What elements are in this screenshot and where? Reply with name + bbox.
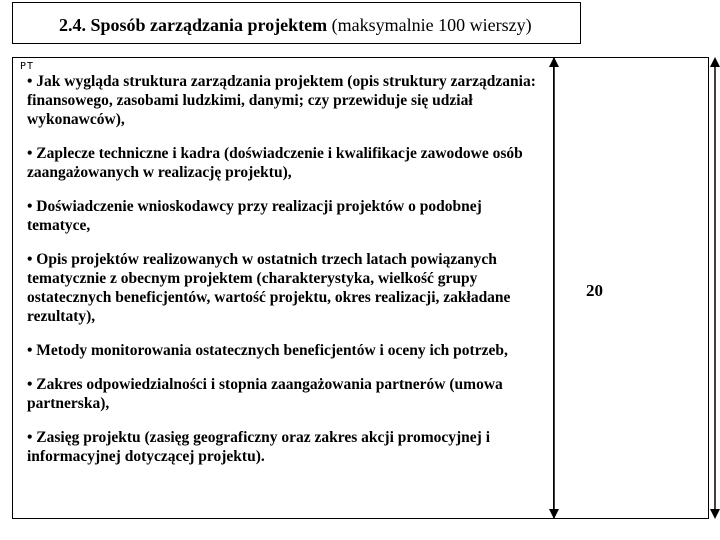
section-title-bold: 2.4. Sposób zarządzania projektem (59, 15, 328, 35)
pt-label: PT (20, 61, 35, 72)
list-item: • Zakres odpowiedzialności i stopnia zaangażowania partnerów (umowa partnerska), (27, 376, 503, 412)
section-title (59, 15, 532, 36)
vertical-double-arrow-icon (710, 57, 720, 519)
list-item: • Zasięg projektu (zasięg geograficzny oraz zakres akcji promocyjnej i informacyjnej dotyczącej projektu). (27, 429, 491, 465)
list-item: • Metody monitorowania ostatecznych beneficjentów i oceny ich potrzeb, (27, 342, 508, 359)
vertical-double-arrow-icon (547, 57, 561, 519)
section-title-note: (maksymalnie 100 wierszy) (327, 15, 532, 35)
list-item: • Jak wygląda struktura zarządzania projektem (opis struktury zarządzania: finansowego, zasobami ludzkimi, danymi; czy przewiduje się udział wykonawców), (27, 73, 536, 128)
list-item: • Zaplecze techniczne i kadra (doświadczenie i kwalifikacje zawodowe osób zaangażowanych w realizację projektu), (27, 145, 523, 181)
list-item: • Opis projektów realizowanych w ostatnich trzech latach powiązanych tematycznie z obecnym projektem (charakterystyka, wielkość grupy ostatecznych beneficjentów, wartość projektu, okres realizacji, zakładane rezultaty), (27, 251, 511, 325)
score-value: 20 (586, 281, 603, 300)
section-header-box (12, 2, 581, 44)
list-item: • Doświadczenie wnioskodawcy przy realizacji projektów o podobnej tematyce, (27, 198, 482, 234)
requirements-list (27, 72, 542, 481)
